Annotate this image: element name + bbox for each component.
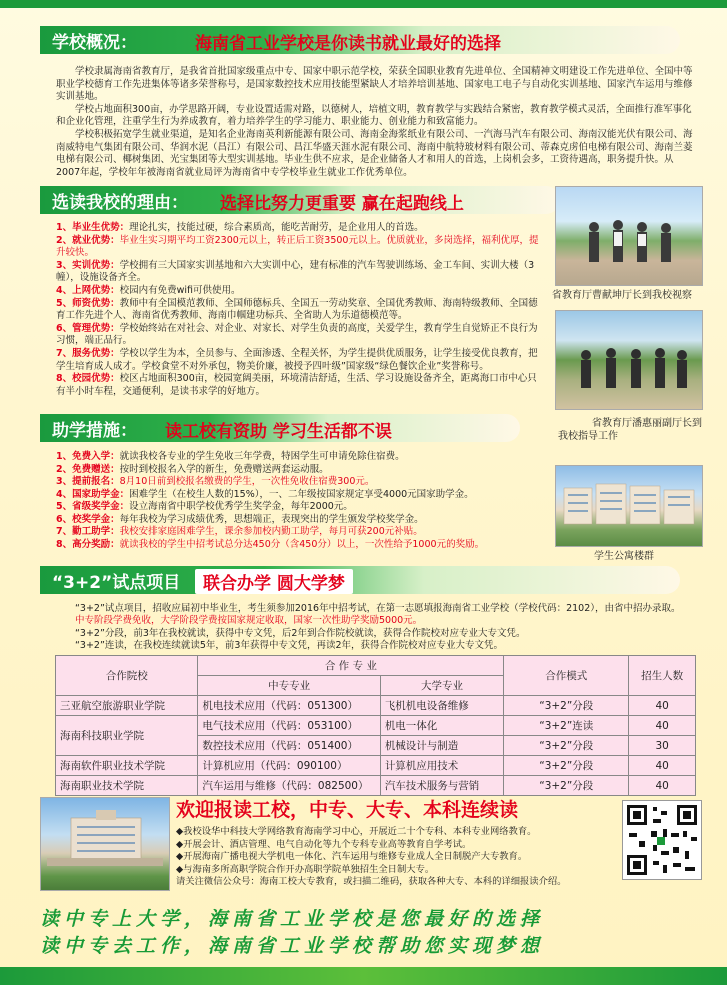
- program-line: “3+2”连读，在我校连续就读5年，前3年获得中专文凭，再读2年，获得合作院校对应专业大专文凭。: [75, 640, 504, 652]
- aid-item: 8、高分奖励：就读我校的学生中招考试总分达450分（含450分）以上，一次性给予1000元的奖励。: [56, 538, 485, 550]
- caption-dormitory: 学生公寓楼群: [594, 551, 654, 562]
- overview-slogan: 海南省工业学校是你读书就业最好的选择: [195, 34, 501, 54]
- cell-mid: 数控技术应用（代码：051400）: [198, 736, 380, 756]
- aid-tag: 助学措施：: [52, 421, 137, 441]
- cell-school: 三亚航空旅游职业学院: [56, 696, 198, 716]
- program-table: [55, 655, 696, 796]
- overview-paragraph: 学校隶属海南省教育厅，是我省首批国家级重点中专、国家中职示范学校，荣获全国职业教育先进单位、全国精神文明建设工作先进单位、全国中等职业学校德育工作先进集体等诸多荣誉称号，是国家数控技术应用技能型紧缺人才培养培训基地、国家电工电子与自动化实训基地、国家汽车运用与维修实训基地。: [56, 66, 693, 103]
- cell-mid: 计算机应用（代码：090100）: [198, 756, 380, 776]
- photo-guidance: [555, 310, 703, 410]
- reason-item: 7、服务优势：学校以学生为本，全员参与、全面渗透、全程关怀，为学生提供优质服务，让学生接受优良教育，把学生培育成人成才。学校食堂不对外承包，物美价廉，被授予四叶级”国家级“绿色餐饮企业”奖誉称号。: [56, 347, 538, 372]
- reasons-tag: 选读我校的理由：: [52, 193, 188, 213]
- program-line: 中专阶段学费免收，大学阶段学费按国家规定收取，国家一次性助学奖励5000元。: [75, 615, 423, 627]
- cell-col: 机电一体化: [380, 716, 503, 736]
- cell-mode: “3+2”连读: [504, 716, 629, 736]
- reason-item: 6、管理优势：学校始终站在对社会、对企业、对家长、对学生负责的高度，关爱学生，教育学生自觉矫正不良行为习惯，端正品行。: [56, 322, 538, 347]
- aid-item: 6、校奖学金：每年我校为学习成绩优秀，思想端正，表现突出的学生颁发学校奖学金。: [56, 513, 424, 525]
- cell-num: 40: [629, 716, 696, 736]
- cell-mode: “3+2”分段: [504, 736, 629, 756]
- top-border: [0, 0, 727, 8]
- overview-paragraph: 学校积极拓宽学生就业渠道，是知名企业海南英利新能源有限公司、海南金海浆纸业有限公司、一汽海马汽车有限公司、海南汉能光伏有限公司、海南威特电气集团有限公司、华润水泥（昌江）有限公司、昌江华盛天涯水泥有限公司、海南中航特玻材料有限公司、蒂森克虏伯电梯有限公司、海南兰菱电梯有限公司、椰树集团、光宝集团等大型实训基地。毕业生供不应求，是企业储备人才和用人的首选，上岗机会多，工资待遇高，职务提升快。从2007年起，学校年年被海南省就业局评为海南省中专学校毕业生就业工作优秀单位。: [56, 128, 693, 178]
- cell-school: 海南科技职业学院: [56, 716, 198, 756]
- table-row: [56, 716, 696, 736]
- cell-num: 30: [629, 736, 696, 756]
- cell-num: 40: [629, 756, 696, 776]
- reasons-list: [56, 222, 544, 398]
- welcome-title: 欢迎报读工校，中专、大专、本科连续读: [176, 799, 519, 821]
- reason-item: 3、实训优势：学校拥有三大国家实训基地和六大实训中心，建有标准的汽车驾驶训练场、金工车间、实训大楼（3幢），设施设备齐全。: [56, 259, 535, 284]
- footer-slogan-1: 读中专上大学，海南省工业学校是您最好的选择: [40, 908, 545, 930]
- aid-item: 4、国家助学金：困难学生（在校生人数的15%），一、二年级按国家规定享受4000元国家助学金。: [56, 488, 474, 500]
- cell-school: 海南职业技术学院: [56, 776, 198, 796]
- reason-item: 8、校园优势：校区占地面积300亩，校园宽阔美丽，环境清洁舒适，生活、学习设施设备齐全，距离海口市中心只有半小时车程，交通便利，是读书求学的好地方。: [56, 373, 537, 397]
- table-row: [56, 696, 696, 716]
- aid-slogan: 读工校有资助 学习生活都不误: [165, 422, 392, 442]
- reasons-slogan: 选择比努力更重要 赢在起跑线上: [220, 194, 464, 214]
- cell-mode: “3+2”分段: [504, 756, 629, 776]
- cell-col: 飞机机电设备维修: [380, 696, 503, 716]
- reason-item: 5、师资优势：教师中有全国模范教师、全国师德标兵、全国五一劳动奖章、全国优秀教师、海南特级教师、全国德育工作先进个人、海南省优秀教师、海南巾帼建功标兵、全省助人为乐道德模范等。: [56, 297, 538, 322]
- program-line: “3+2”分段，前3年在我校就读，获得中专文凭，后2年到合作院校就读，获得合作院校对应专业大专文凭。: [75, 627, 526, 639]
- header-mid: 中专专业: [198, 676, 380, 696]
- cell-col: 机械设计与制造: [380, 736, 503, 756]
- building-icon: [556, 466, 702, 546]
- welcome-item: 请关注微信公众号：海南工校大专教育，或扫描二维码，获取各种大专、本科的详细报读介绍。: [176, 876, 567, 888]
- aid-item: 3、提前报名：8月10日前到校报名缴费的学生，一次性免收住宿费300元。: [56, 476, 375, 487]
- bottom-border: [0, 967, 727, 985]
- overview-paragraph: 学校占地面积300亩，办学思路开阔，专业设置适需对路，以德树人，培植文明，教育教学与实践结合紧密，教育教学模式灵活，全面推行准军事化和企业化管理，注重学生行为养成教育，着力培养学生的学习能力、职业能力、创业能力和致富能力。: [56, 103, 692, 128]
- reason-item: 2、就业优势：毕业生实习期平均工资2300元以上，转正后工资3500元以上。优质就业，多岗选择，福利优厚，提升较快。: [56, 234, 539, 259]
- aid-banner: [40, 414, 520, 442]
- overview-tag: 学校概况：: [52, 33, 137, 53]
- table-header-row: [56, 656, 696, 676]
- cell-num: 40: [629, 776, 696, 796]
- cell-mid: 汽车运用与维修（代码：082500）: [198, 776, 380, 796]
- qr-code-icon: [623, 801, 701, 879]
- program-banner: [40, 566, 680, 594]
- welcome-item: ◆开展会计、酒店管理、电气自动化等九个专科专业高等教育自学考试。: [176, 838, 472, 850]
- aid-item: 1、免费入学：就读我校各专业的学生免收三年学费，特困学生可申请免除住宿费。: [56, 451, 405, 462]
- table-row: [56, 776, 696, 796]
- overview-text: [56, 66, 696, 179]
- footer-slogan-2: 读中专去工作，海南省工业学校帮助您实现梦想: [40, 935, 545, 957]
- header-mode: 合作模式: [504, 656, 629, 696]
- cell-mode: “3+2”分段: [504, 776, 629, 796]
- header-school: 合作院校: [56, 656, 198, 696]
- aid-item: 2、免费赠送：按时到校报名入学的新生，免费赠送两套运动服。: [56, 463, 329, 475]
- caption-guidance-2: 我校指导工作: [558, 431, 618, 442]
- photo-campus-gate: [40, 797, 170, 891]
- cell-num: 40: [629, 696, 696, 716]
- photo-visit-inspection: [555, 186, 703, 286]
- cell-mid: 电气技术应用（代码：053100）: [198, 716, 380, 736]
- overview-banner: [40, 26, 680, 54]
- welcome-list: [176, 826, 616, 889]
- people-icon: [556, 187, 702, 285]
- welcome-item: ◆开展海南广播电视大学机电一体化、汽车运用与维修专业成人全日制脱产大专教育。: [176, 851, 528, 863]
- program-line: “3+2”试点项目，招收应届初中毕业生，考生须参加2016年中招考试，在第一志愿填报海南省工业学校（学校代码：2102），由省中招办录取。: [75, 603, 681, 614]
- aid-list: [56, 451, 546, 551]
- welcome-item: ◆我校设华中科技大学网络教育海南学习中心，开展近二十个专科、本科专业网络教育。: [176, 826, 537, 837]
- program-text: [56, 603, 696, 653]
- people-icon: [556, 311, 702, 409]
- caption-visit: 省教育厅曹献坤厅长到我校视察: [552, 290, 692, 301]
- reason-item: 4、上网优势：校园内有免费wifi可供使用。: [56, 284, 241, 296]
- caption-guidance-1: 省教育厅潘惠丽副厅长到: [592, 418, 702, 429]
- aid-item: 5、省级奖学金：设立海南省中职学校优秀学生奖学金，每年2000元。: [56, 501, 353, 512]
- aid-item: 7、勤工助学：我校安排家庭困难学生，课余参加校内勤工助学，每月可获200元补贴。: [56, 526, 423, 537]
- program-slogan: 联合办学 圆大学梦: [195, 569, 353, 594]
- reason-item: 1、毕业生优势：理论扎实，技能过硬，综合素质高，能吃苦耐劳，是企业用人的首选。: [56, 222, 424, 233]
- program-tag: “3+2”试点项目: [52, 573, 181, 593]
- header-num: 招生人数: [629, 656, 696, 696]
- header-major: 合 作 专 业: [198, 656, 504, 676]
- table-row: [56, 756, 696, 776]
- cell-col: 汽车技术服务与营销: [380, 776, 503, 796]
- qr-code[interactable]: [622, 800, 702, 880]
- cell-mode: “3+2”分段: [504, 696, 629, 716]
- cell-col: 计算机应用技术: [380, 756, 503, 776]
- cell-school: 海南软件职业技术学院: [56, 756, 198, 776]
- header-col: 大学专业: [380, 676, 503, 696]
- photo-dormitory: [555, 465, 703, 547]
- welcome-item: ◆与海南多所高职学院合作开办高职学院单独招生全日制大专。: [176, 863, 435, 875]
- reasons-banner: [40, 186, 560, 214]
- campus-building-icon: [41, 798, 169, 890]
- cell-mid: 机电技术应用（代码：051300）: [198, 696, 380, 716]
